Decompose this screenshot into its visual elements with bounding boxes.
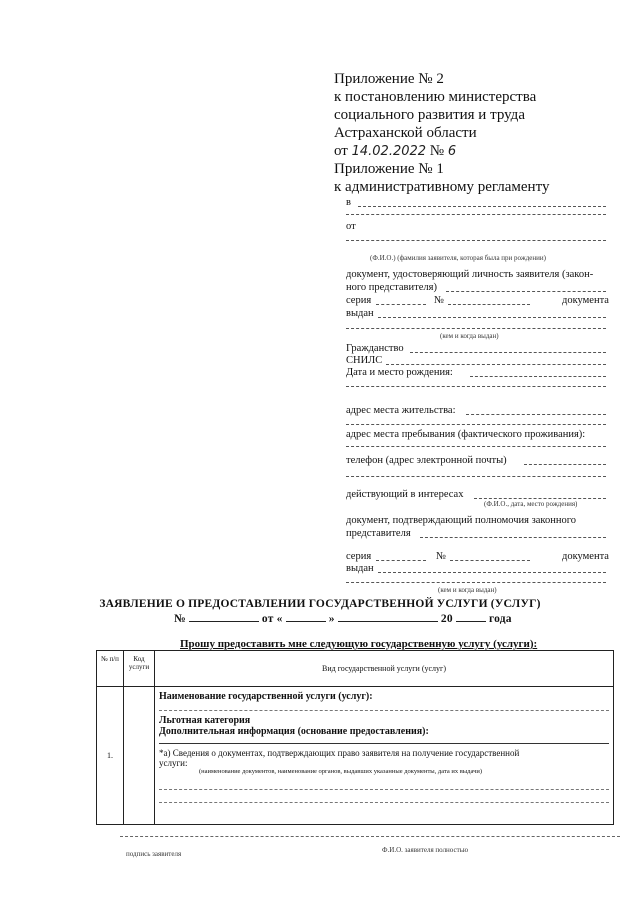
id-doc-line — [446, 291, 606, 292]
series2-label: серия — [346, 551, 372, 562]
appendix-date-line — [334, 142, 456, 161]
authority-label-2: представителя — [346, 528, 411, 539]
docs-label-1: *а) Сведения о документах, подтверждающих право заявителя на получение государственной — [159, 748, 520, 758]
residence-line-2 — [346, 424, 606, 425]
to-field-line — [358, 206, 606, 207]
stay-label: адрес места пребывания (фактического проживания): — [346, 429, 586, 440]
statement-number-prefix: № — [174, 613, 186, 625]
statement-quote-close: » — [328, 613, 335, 625]
extra-info-label: Дополнительная информация (основание предоставления): — [159, 726, 429, 737]
handwritten-date: 14.02.2022 — [351, 144, 427, 159]
statement-year-field — [456, 621, 486, 622]
service-name-label: Наименование государственной услуги (услуг): — [159, 691, 373, 702]
citizenship-label: Гражданство — [346, 343, 404, 354]
birth-line-2 — [346, 386, 606, 387]
docs-line-1[interactable] — [159, 789, 609, 790]
issued2-line-2 — [346, 582, 606, 583]
table-row — [97, 687, 614, 825]
col-code-header: Код услуги — [124, 651, 155, 687]
to-label: в — [346, 197, 351, 208]
statement-year-suffix: года — [488, 613, 512, 625]
phone-line — [524, 464, 606, 465]
col-kind-header: Вид государственной услуги (услуг) — [155, 651, 614, 687]
phone-label: телефон (адрес электронной почты) — [346, 455, 507, 466]
stay-line — [346, 446, 606, 447]
docs-caption: (наименование документов, наименование органов, выдавших указанные документы, дата их выдачи) — [199, 768, 483, 775]
snils-line — [386, 364, 606, 365]
series2-number-label: № — [436, 551, 447, 562]
id-doc-label-1: документ, удостоверяющий личность заявителя (закон- — [346, 269, 594, 280]
from-label: от — [346, 221, 356, 232]
appendix-line-4: Астраханской области — [334, 125, 477, 141]
series2-line — [376, 560, 426, 561]
fio-caption: (Ф.И.О.) (фамилия заявителя, которая была при рождении) — [370, 254, 546, 262]
interest-caption: (Ф.И.О., дата, место рождения) — [484, 500, 578, 508]
birth-label: Дата и место рождения: — [346, 367, 453, 378]
statement-number-line — [174, 613, 512, 625]
services-table — [96, 650, 614, 825]
authority-line — [420, 537, 606, 538]
issued-line — [378, 317, 606, 318]
document2-label: документа — [562, 551, 609, 562]
statement-year-label: 20 — [440, 613, 453, 625]
issued2-caption: (кем и когда выдан) — [438, 586, 497, 594]
number-line — [448, 304, 530, 305]
statement-day-field — [286, 621, 326, 622]
table-header-row — [97, 651, 614, 687]
number2-line — [450, 560, 530, 561]
interest-line — [474, 498, 606, 499]
row-kind-cell — [155, 687, 614, 825]
statement-from-label: от « — [261, 613, 283, 625]
service-name-line[interactable] — [159, 710, 609, 711]
row-code-cell[interactable] — [124, 687, 155, 825]
phone-line-2 — [346, 476, 606, 477]
series-label: серия — [346, 295, 372, 306]
date-prefix: от — [334, 143, 348, 159]
handwritten-number: 6 — [447, 144, 457, 159]
row-number: 1. — [97, 687, 124, 825]
appendix-line-3: социального развития и труда — [334, 107, 525, 123]
birth-line — [470, 376, 606, 377]
fio-footer-caption: Ф.И.О. заявителя полностью — [382, 846, 469, 854]
interest-label: действующий в интересах — [346, 489, 464, 500]
docs-line-2[interactable] — [159, 802, 609, 803]
series-line — [376, 304, 426, 305]
snils-label: СНИЛС — [346, 355, 383, 366]
authority-label-1: документ, подтверждающий полномочия законного — [346, 515, 577, 526]
residence-label: адрес места жительства: — [346, 405, 456, 416]
issued2-line — [378, 572, 606, 573]
statement-number-field — [189, 621, 259, 622]
privilege-label: Льготная категория — [159, 715, 251, 726]
issued-line-2 — [346, 328, 606, 329]
signature-caption: подпись заявителя — [126, 850, 182, 858]
from-field-line — [346, 240, 606, 241]
document-label: документа — [562, 295, 609, 306]
statement-title: ЗАЯВЛЕНИЕ О ПРЕДОСТАВЛЕНИИ ГОСУДАРСТВЕННОЙ УСЛУГИ (УСЛУГ) — [99, 598, 541, 610]
issued2-label: выдан — [346, 563, 374, 574]
appendix-line-1: Приложение № 2 — [334, 71, 444, 87]
statement-month-field — [338, 621, 438, 622]
appendix-line-7: к административному регламенту — [334, 179, 550, 195]
series-number-label: № — [434, 295, 445, 306]
appendix-line-2: к постановлению министерства — [334, 89, 537, 105]
citizenship-line — [410, 352, 606, 353]
residence-line — [466, 414, 606, 415]
issued-label: выдан — [346, 308, 374, 319]
request-line: Прошу предоставить мне следующую государственную услугу (услуги): — [180, 638, 538, 650]
id-doc-label-2: ного представителя) — [346, 282, 437, 293]
number-label: № — [429, 143, 445, 159]
docs-label-2: услуги: — [159, 758, 188, 768]
col-num-header: № п/п — [97, 651, 124, 687]
to-field-line-2 — [346, 214, 606, 215]
extra-info-line[interactable] — [159, 743, 609, 744]
footer-line — [120, 836, 620, 837]
issued-caption: (кем и когда выдан) — [440, 332, 499, 340]
appendix-line-6: Приложение № 1 — [334, 161, 444, 177]
